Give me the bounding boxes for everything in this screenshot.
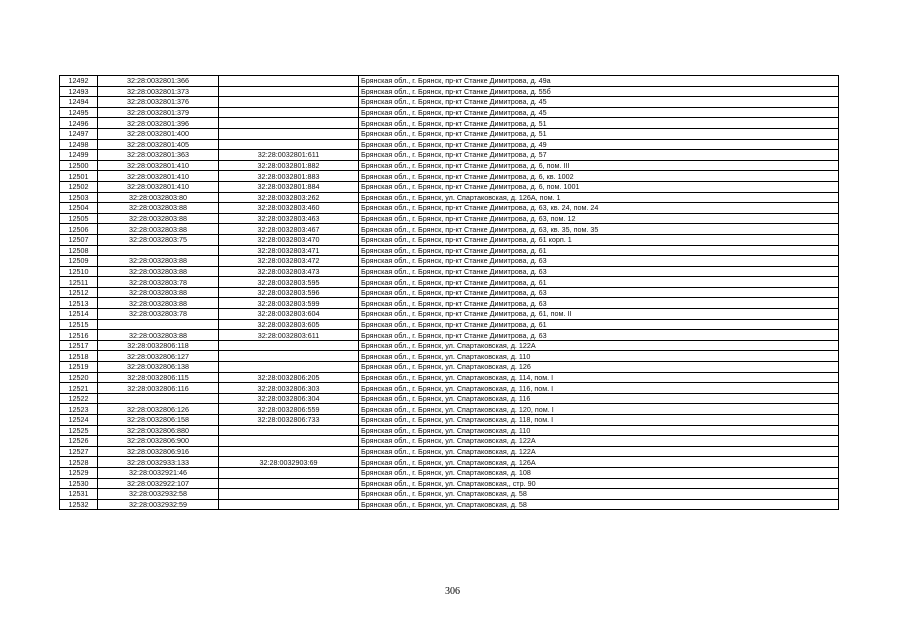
linked-cadastral-number-cell: 32:28:0032803:596	[219, 287, 359, 298]
page-number: 306	[445, 586, 460, 597]
cadastral-number-cell: 32:28:0032921:46	[98, 467, 219, 478]
address-cell: Брянская обл., г. Брянск, ул. Спартаковская, д. 110	[359, 351, 839, 362]
linked-cadastral-number-cell: 32:28:0032803:472	[219, 256, 359, 267]
cadastral-number-cell: 32:28:0032806:127	[98, 351, 219, 362]
address-cell: Брянская обл., г. Брянск, пр-кт Станке Димитрова, д. 61	[359, 277, 839, 288]
cadastral-number-cell	[98, 319, 219, 330]
record-number-cell: 12511	[60, 277, 98, 288]
cadastral-number-cell: 32:28:0032806:880	[98, 425, 219, 436]
cadastral-number-cell: 32:28:0032801:373	[98, 86, 219, 97]
linked-cadastral-number-cell	[219, 139, 359, 150]
cadastral-number-cell	[98, 393, 219, 404]
linked-cadastral-number-cell	[219, 351, 359, 362]
record-number-cell: 12524	[60, 415, 98, 426]
linked-cadastral-number-cell: 32:28:0032806:205	[219, 372, 359, 383]
record-number-cell: 12494	[60, 97, 98, 108]
record-number-cell: 12522	[60, 393, 98, 404]
record-number-cell: 12512	[60, 287, 98, 298]
record-number-cell: 12528	[60, 457, 98, 468]
linked-cadastral-number-cell	[219, 86, 359, 97]
address-cell: Брянская обл., г. Брянск, пр-кт Станке Димитрова, д. 63, кв. 24, пом. 24	[359, 203, 839, 214]
cadastral-number-cell: 32:28:0032803:88	[98, 213, 219, 224]
address-cell: Брянская обл., г. Брянск, пр-кт Станке Димитрова, д. 45	[359, 97, 839, 108]
cadastral-number-cell	[98, 245, 219, 256]
address-cell: Брянская обл., г. Брянск, ул. Спартаковская, д. 126	[359, 362, 839, 373]
address-cell: Брянская обл., г. Брянск, пр-кт Станке Димитрова, д. 63	[359, 256, 839, 267]
address-cell: Брянская обл., г. Брянск, пр-кт Станке Димитрова, д. 63	[359, 298, 839, 309]
address-cell: Брянская обл., г. Брянск, пр-кт Станке Димитрова, д. 63	[359, 330, 839, 341]
table-row	[60, 330, 839, 341]
linked-cadastral-number-cell: 32:28:0032903:69	[219, 457, 359, 468]
linked-cadastral-number-cell	[219, 118, 359, 129]
record-number-cell: 12499	[60, 150, 98, 161]
cadastral-number-cell: 32:28:0032803:88	[98, 266, 219, 277]
cadastral-number-cell: 32:28:0032801:400	[98, 128, 219, 139]
linked-cadastral-number-cell	[219, 97, 359, 108]
linked-cadastral-number-cell: 32:28:0032801:883	[219, 171, 359, 182]
linked-cadastral-number-cell: 32:28:0032803:595	[219, 277, 359, 288]
linked-cadastral-number-cell	[219, 436, 359, 447]
table-row	[60, 181, 839, 192]
table-row	[60, 425, 839, 436]
table-row	[60, 467, 839, 478]
cadastral-number-cell: 32:28:0032806:115	[98, 372, 219, 383]
records-table-body	[60, 76, 839, 510]
record-number-cell: 12502	[60, 181, 98, 192]
linked-cadastral-number-cell	[219, 425, 359, 436]
linked-cadastral-number-cell: 32:28:0032803:262	[219, 192, 359, 203]
address-cell: Брянская обл., г. Брянск, ул. Спартаковская, д. 108	[359, 467, 839, 478]
table-row	[60, 76, 839, 87]
cadastral-number-cell: 32:28:0032803:78	[98, 277, 219, 288]
linked-cadastral-number-cell: 32:28:0032806:304	[219, 393, 359, 404]
record-number-cell: 12530	[60, 478, 98, 489]
cadastral-number-cell: 32:28:0032803:88	[98, 287, 219, 298]
linked-cadastral-number-cell: 32:28:0032803:471	[219, 245, 359, 256]
address-cell: Брянская обл., г. Брянск, пр-кт Станке Димитрова, д. 6, пом. 1001	[359, 181, 839, 192]
table-row	[60, 415, 839, 426]
table-row	[60, 245, 839, 256]
linked-cadastral-number-cell	[219, 340, 359, 351]
cadastral-number-cell: 32:28:0032803:75	[98, 234, 219, 245]
address-cell: Брянская обл., г. Брянск, пр-кт Станке Димитрова, д. 55б	[359, 86, 839, 97]
cadastral-number-cell: 32:28:0032803:80	[98, 192, 219, 203]
linked-cadastral-number-cell: 32:28:0032806:559	[219, 404, 359, 415]
cadastral-number-cell: 32:28:0032806:900	[98, 436, 219, 447]
table-row	[60, 107, 839, 118]
cadastral-number-cell: 32:28:0032803:88	[98, 203, 219, 214]
record-number-cell: 12510	[60, 266, 98, 277]
table-row	[60, 340, 839, 351]
record-number-cell: 12506	[60, 224, 98, 235]
linked-cadastral-number-cell: 32:28:0032803:467	[219, 224, 359, 235]
record-number-cell: 12509	[60, 256, 98, 267]
record-number-cell: 12520	[60, 372, 98, 383]
table-row	[60, 309, 839, 320]
table-row	[60, 128, 839, 139]
address-cell: Брянская обл., г. Брянск, пр-кт Станке Димитрова, д. 6, пом. III	[359, 160, 839, 171]
cadastral-number-cell: 32:28:0032801:410	[98, 171, 219, 182]
cadastral-number-cell: 32:28:0032806:158	[98, 415, 219, 426]
record-number-cell: 12498	[60, 139, 98, 150]
cadastral-number-cell: 32:28:0032803:88	[98, 256, 219, 267]
linked-cadastral-number-cell: 32:28:0032803:605	[219, 319, 359, 330]
address-cell: Брянская обл., г. Брянск, пр-кт Станке Димитрова, д. 51	[359, 128, 839, 139]
cadastral-number-cell: 32:28:0032801:410	[98, 181, 219, 192]
record-number-cell: 12497	[60, 128, 98, 139]
linked-cadastral-number-cell	[219, 446, 359, 457]
table-row	[60, 234, 839, 245]
cadastral-number-cell: 32:28:0032932:58	[98, 489, 219, 500]
table-row	[60, 287, 839, 298]
table-row	[60, 404, 839, 415]
table-row	[60, 393, 839, 404]
table-row	[60, 160, 839, 171]
cadastral-number-cell: 32:28:0032801:376	[98, 97, 219, 108]
address-cell: Брянская обл., г. Брянск, ул. Спартаковская, д. 118, пом. I	[359, 415, 839, 426]
address-cell: Брянская обл., г. Брянск, ул. Спартаковская, д. 114, пом. I	[359, 372, 839, 383]
address-cell: Брянская обл., г. Брянск, пр-кт Станке Димитрова, д. 49а	[359, 76, 839, 87]
table-row	[60, 256, 839, 267]
cadastral-number-cell: 32:28:0032801:405	[98, 139, 219, 150]
address-cell: Брянская обл., г. Брянск, пр-кт Станке Димитрова, д. 49	[359, 139, 839, 150]
address-cell: Брянская обл., г. Брянск, ул. Спартаковская, д. 122А	[359, 436, 839, 447]
table-row	[60, 150, 839, 161]
table-row	[60, 351, 839, 362]
cadastral-number-cell: 32:28:0032806:138	[98, 362, 219, 373]
address-cell: Брянская обл., г. Брянск, ул. Спартаковская, д. 58	[359, 489, 839, 500]
address-cell: Брянская обл., г. Брянск, пр-кт Станке Димитрова, д. 51	[359, 118, 839, 129]
cadastral-number-cell: 32:28:0032803:88	[98, 330, 219, 341]
record-number-cell: 12507	[60, 234, 98, 245]
table-row	[60, 118, 839, 129]
table-row	[60, 86, 839, 97]
address-cell: Брянская обл., г. Брянск, пр-кт Станке Димитрова, д. 57	[359, 150, 839, 161]
table-row	[60, 383, 839, 394]
cadastral-number-cell: 32:28:0032801:366	[98, 76, 219, 87]
address-cell: Брянская обл., г. Брянск, пр-кт Станке Димитрова, д. 61 корп. 1	[359, 234, 839, 245]
table-row	[60, 192, 839, 203]
linked-cadastral-number-cell	[219, 76, 359, 87]
record-number-cell: 12504	[60, 203, 98, 214]
address-cell: Брянская обл., г. Брянск, пр-кт Станке Димитрова, д. 45	[359, 107, 839, 118]
record-number-cell: 12515	[60, 319, 98, 330]
table-row	[60, 171, 839, 182]
table-row	[60, 266, 839, 277]
record-number-cell: 12514	[60, 309, 98, 320]
address-cell: Брянская обл., г. Брянск, пр-кт Станке Димитрова, д. 6, кв. 1002	[359, 171, 839, 182]
record-number-cell: 12518	[60, 351, 98, 362]
cadastral-number-cell: 32:28:0032806:126	[98, 404, 219, 415]
address-cell: Брянская обл., г. Брянск, ул. Спартаковская, д. 122А	[359, 340, 839, 351]
record-number-cell: 12505	[60, 213, 98, 224]
address-cell: Брянская обл., г. Брянск, ул. Спартаковская, д. 116, пом. I	[359, 383, 839, 394]
linked-cadastral-number-cell: 32:28:0032801:884	[219, 181, 359, 192]
cadastral-number-cell: 32:28:0032803:88	[98, 298, 219, 309]
record-number-cell: 12493	[60, 86, 98, 97]
record-number-cell: 12517	[60, 340, 98, 351]
address-cell: Брянская обл., г. Брянск, ул. Спартаковская, д. 58	[359, 499, 839, 510]
linked-cadastral-number-cell	[219, 107, 359, 118]
table-row	[60, 213, 839, 224]
record-number-cell: 12523	[60, 404, 98, 415]
record-number-cell: 12492	[60, 76, 98, 87]
cadastral-number-cell: 32:28:0032932:59	[98, 499, 219, 510]
linked-cadastral-number-cell	[219, 478, 359, 489]
address-cell: Брянская обл., г. Брянск, пр-кт Станке Димитрова, д. 63	[359, 266, 839, 277]
linked-cadastral-number-cell	[219, 128, 359, 139]
linked-cadastral-number-cell: 32:28:0032806:733	[219, 415, 359, 426]
cadastral-number-cell: 32:28:0032803:88	[98, 224, 219, 235]
address-cell: Брянская обл., г. Брянск, ул. Спартаковская, д. 116	[359, 393, 839, 404]
table-row	[60, 97, 839, 108]
table-row	[60, 139, 839, 150]
record-number-cell: 12500	[60, 160, 98, 171]
record-number-cell: 12529	[60, 467, 98, 478]
linked-cadastral-number-cell: 32:28:0032803:611	[219, 330, 359, 341]
linked-cadastral-number-cell: 32:28:0032803:604	[219, 309, 359, 320]
linked-cadastral-number-cell: 32:28:0032803:470	[219, 234, 359, 245]
cadastral-number-cell: 32:28:0032801:396	[98, 118, 219, 129]
linked-cadastral-number-cell: 32:28:0032803:473	[219, 266, 359, 277]
table-row	[60, 362, 839, 373]
linked-cadastral-number-cell	[219, 489, 359, 500]
linked-cadastral-number-cell: 32:28:0032801:611	[219, 150, 359, 161]
record-number-cell: 12508	[60, 245, 98, 256]
table-row	[60, 277, 839, 288]
linked-cadastral-number-cell	[219, 499, 359, 510]
address-cell: Брянская обл., г. Брянск, ул. Спартаковская,, стр. 90	[359, 478, 839, 489]
linked-cadastral-number-cell: 32:28:0032806:303	[219, 383, 359, 394]
address-cell: Брянская обл., г. Брянск, пр-кт Станке Димитрова, д. 63	[359, 287, 839, 298]
record-number-cell: 12526	[60, 436, 98, 447]
cadastral-number-cell: 32:28:0032801:379	[98, 107, 219, 118]
address-cell: Брянская обл., г. Брянск, пр-кт Станке Димитрова, д. 61	[359, 319, 839, 330]
table-row	[60, 298, 839, 309]
address-cell: Брянская обл., г. Брянск, ул. Спартаковская, д. 122А	[359, 446, 839, 457]
table-row	[60, 224, 839, 235]
table-row	[60, 372, 839, 383]
linked-cadastral-number-cell: 32:28:0032803:460	[219, 203, 359, 214]
cadastral-number-cell: 32:28:0032806:916	[98, 446, 219, 457]
cadastral-number-cell: 32:28:0032801:410	[98, 160, 219, 171]
cadastral-number-cell: 32:28:0032801:363	[98, 150, 219, 161]
address-cell: Брянская обл., г. Брянск, пр-кт Станке Димитрова, д. 63, кв. 35, пом. 35	[359, 224, 839, 235]
cadastral-number-cell: 32:28:0032803:78	[98, 309, 219, 320]
table-row	[60, 489, 839, 500]
address-cell: Брянская обл., г. Брянск, ул. Спартаковская, д. 110	[359, 425, 839, 436]
linked-cadastral-number-cell: 32:28:0032803:599	[219, 298, 359, 309]
table-row	[60, 446, 839, 457]
record-number-cell: 12516	[60, 330, 98, 341]
record-number-cell: 12527	[60, 446, 98, 457]
record-number-cell: 12496	[60, 118, 98, 129]
record-number-cell: 12531	[60, 489, 98, 500]
address-cell: Брянская обл., г. Брянск, пр-кт Станке Димитрова, д. 63, пом. 12	[359, 213, 839, 224]
records-table	[59, 75, 839, 510]
record-number-cell: 12495	[60, 107, 98, 118]
table-row	[60, 319, 839, 330]
table-row	[60, 203, 839, 214]
record-number-cell: 12532	[60, 499, 98, 510]
address-cell: Брянская обл., г. Брянск, ул. Спартаковская, д. 126А, пом. 1	[359, 192, 839, 203]
linked-cadastral-number-cell	[219, 362, 359, 373]
table-row	[60, 499, 839, 510]
record-number-cell: 12519	[60, 362, 98, 373]
address-cell: Брянская обл., г. Брянск, пр-кт Станке Димитрова, д. 61, пом. II	[359, 309, 839, 320]
record-number-cell: 12525	[60, 425, 98, 436]
address-cell: Брянская обл., г. Брянск, ул. Спартаковская, д. 120, пом. I	[359, 404, 839, 415]
address-cell: Брянская обл., г. Брянск, пр-кт Станке Димитрова, д. 61	[359, 245, 839, 256]
cadastral-number-cell: 32:28:0032922:107	[98, 478, 219, 489]
cadastral-number-cell: 32:28:0032933:133	[98, 457, 219, 468]
record-number-cell: 12501	[60, 171, 98, 182]
table-row	[60, 436, 839, 447]
linked-cadastral-number-cell	[219, 467, 359, 478]
table-row	[60, 457, 839, 468]
record-number-cell: 12521	[60, 383, 98, 394]
record-number-cell: 12513	[60, 298, 98, 309]
record-number-cell: 12503	[60, 192, 98, 203]
table-row	[60, 478, 839, 489]
linked-cadastral-number-cell: 32:28:0032801:882	[219, 160, 359, 171]
cadastral-number-cell: 32:28:0032806:116	[98, 383, 219, 394]
cadastral-number-cell: 32:28:0032806:118	[98, 340, 219, 351]
linked-cadastral-number-cell: 32:28:0032803:463	[219, 213, 359, 224]
address-cell: Брянская обл., г. Брянск, ул. Спартаковская, д. 126А	[359, 457, 839, 468]
